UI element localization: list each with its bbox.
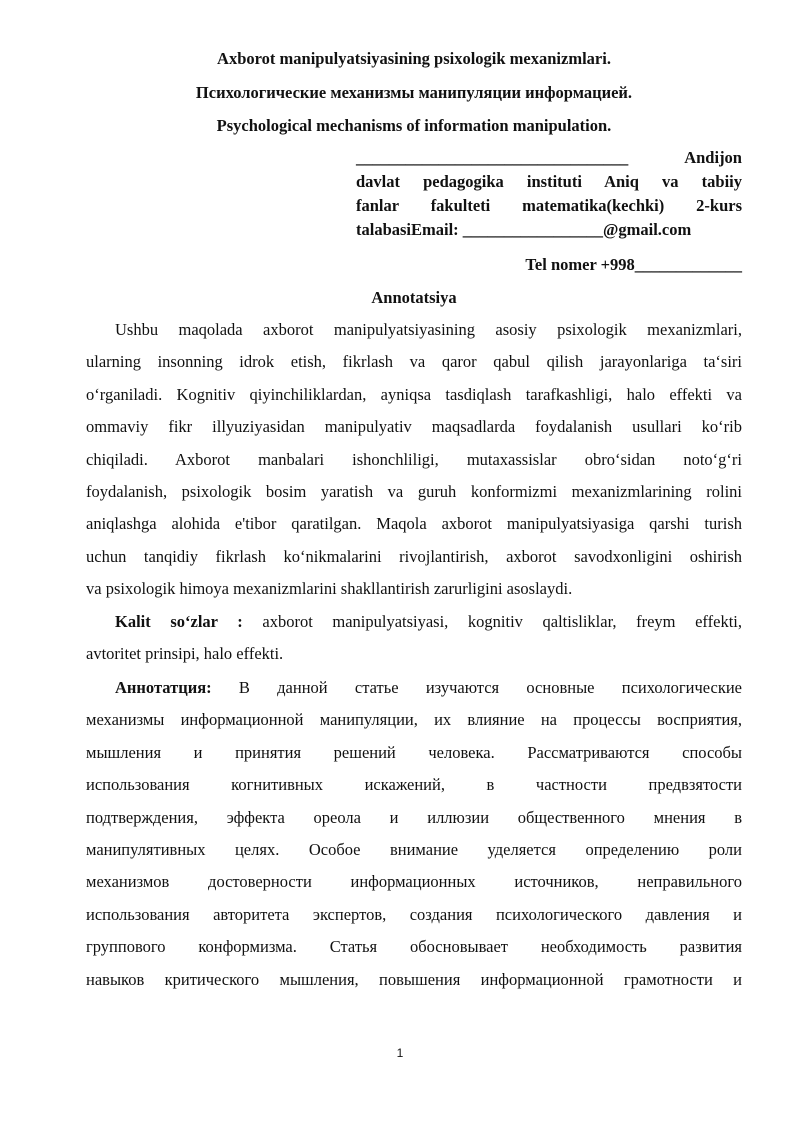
title-uzbek: Axborot manipulyatsiyasining psixologik mexanizmlari. (217, 49, 611, 68)
text-line: механизмы информационной манипуляции, их влияние на процессы восприятия, (86, 710, 742, 730)
text-line: uchun tanqidiy fikrlash ko‘nikmalarini rivojlantirish, axborot savodxonligini oshirish (86, 546, 742, 566)
text-line: foydalanish, psixologik bosim yaratish va guruh konformizmi mexanizmlarining rolini (86, 482, 742, 502)
text-line (86, 672, 742, 704)
text-line: ularning insonning idrok etish, fikrlash va qaror qabul qilish jarayonlariga ta‘siri (86, 352, 742, 372)
page-number: 1 (396, 1046, 404, 1060)
author-block (356, 146, 742, 242)
author-line: davlat pedagogika instituti Aniq va tabiiy (356, 172, 742, 191)
text-line: использования когнитивных искажений, в частности предвзятости (86, 775, 742, 795)
keywords-paragraph (86, 606, 742, 671)
text-line: avtoritet prinsipi, halo effekti. (86, 644, 284, 664)
keywords-text: axborot manipulyatsiyasi, kognitiv qaltisliklar, freym effekti, (242, 612, 742, 631)
author-line: _________________________________ Andijon (356, 148, 742, 167)
text-line: o‘rganiladi. Kognitiv qiyinchiliklardan, ayniqsa tasdiqlash tarafkashligi, halo effekti va (86, 384, 742, 404)
title-russian: Психологические механизмы манипуляции информацией. (195, 83, 633, 102)
text-line: мышления и принятия решений человека. Рассматриваются способы (86, 742, 742, 762)
text-line: chiqiladi. Axborot manbalari ishonchliligi, mutaxassislar obro‘sidan noto‘g‘ri (86, 449, 742, 469)
text-line: механизмов достоверности информационных источников, неправильного (86, 872, 742, 892)
annotation-heading: Annotatsiya (371, 288, 457, 307)
text-line: va psixologik himoya mexanizmlarini shakllantirish zarurligini asoslaydi. (86, 579, 573, 599)
text-line: aniqlashga alohida e'tibor qaratilgan. Maqola axborot manipulyatsiyasiga qarshi turish (86, 514, 742, 534)
text-line: группового конформизма. Статья обосновывает необходимость развития (86, 937, 742, 957)
text-line: использования авторитета экспертов, создания психологического давления и (86, 904, 742, 924)
text-line: Ushbu maqolada axborot manipulyatsiyasining asosiy psixologik mexanizmlari, (115, 320, 742, 339)
abstract-uzbek (86, 314, 742, 606)
text-line: подтверждения, эффекта ореола и иллюзии общественного мнения в (86, 807, 742, 827)
text-line: ommaviy fikr illyuziyasidan manipulyativ maqsadlarda foydalanish usullari ko‘rib (86, 417, 742, 437)
abstract-ru-first: В данной статье изучаются основные психологические (211, 678, 742, 697)
author-email-line: talabasiEmail: _________________@gmail.com (356, 220, 692, 239)
text-line: навыков критического мышления, повышения информационной грамотности и (86, 969, 742, 989)
abstract-russian (86, 672, 742, 996)
text-line (86, 606, 742, 638)
keywords-label: Kalit so‘zlar : (115, 612, 243, 631)
text-line: манипулятивных целях. Особое внимание уделяется определению роли (86, 840, 742, 860)
abstract-ru-label: Аннотатция: (115, 678, 212, 697)
phone-line: Tel nomer +998_____________ (525, 255, 742, 274)
title-english: Psychological mechanisms of information manipulation. (216, 116, 612, 135)
author-line: fanlar fakulteti matematika(kechki) 2-kurs (356, 196, 742, 215)
